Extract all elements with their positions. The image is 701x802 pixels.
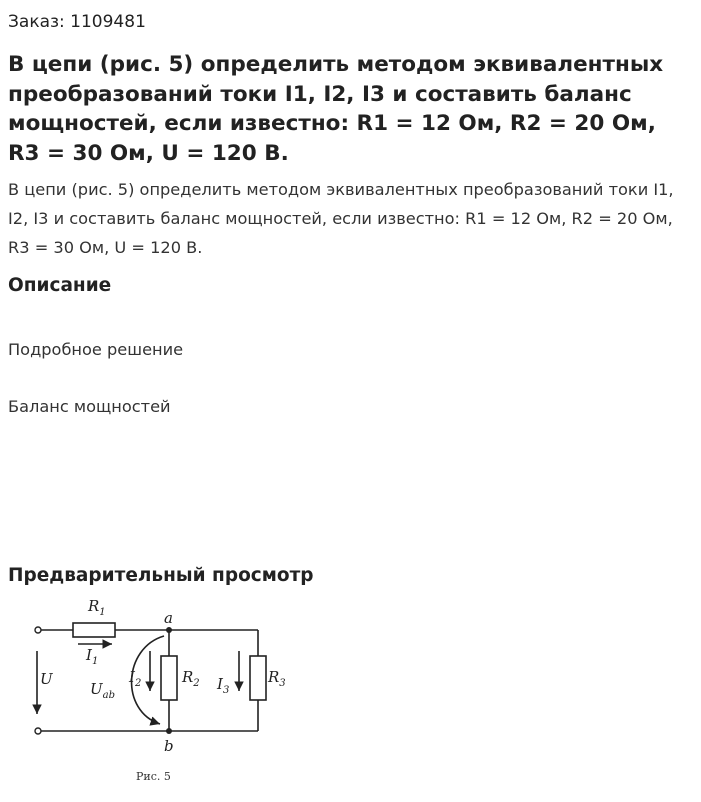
svg-text:I3: [216, 675, 229, 696]
svg-text:Uab: [90, 680, 115, 701]
circuit-diagram: [28, 596, 298, 796]
svg-text:I1: [85, 646, 98, 667]
label-i1: I: [86, 646, 92, 664]
preview-heading: Предварительный просмотр: [8, 565, 314, 586]
label-i3: I: [217, 675, 223, 693]
label-uab-sub: ab: [102, 690, 116, 701]
label-r2-sub: 2: [193, 678, 200, 689]
resistor-r3: [250, 656, 266, 700]
order-number: Заказ: 1109481: [8, 12, 146, 32]
figure-caption: Рис. 5: [136, 770, 171, 783]
label-u: U: [40, 670, 53, 688]
node-b: [166, 728, 172, 734]
label-r3-sub: 3: [279, 678, 286, 689]
label-uab: U: [90, 680, 103, 698]
resistor-r2: [161, 656, 177, 700]
label-i2: I: [129, 668, 135, 686]
label-node-b: b: [164, 737, 174, 755]
svg-text:R2: [181, 668, 200, 689]
description-item-power-balance: Баланс мощностей: [8, 397, 171, 416]
svg-text:R1: [87, 597, 106, 618]
svg-text:I2: [128, 668, 141, 689]
label-r1: R: [88, 597, 100, 615]
label-i3-sub: 3: [222, 685, 230, 696]
terminal-bottom: [35, 728, 41, 734]
resistor-r1: [73, 623, 115, 637]
label-i1-sub: 1: [91, 656, 99, 667]
label-node-a: a: [164, 609, 173, 627]
description-heading: Описание: [8, 275, 112, 296]
terminal-top: [35, 627, 41, 633]
svg-text:R3: [267, 668, 286, 689]
description-item-detailed-solution: Подробное решение: [8, 340, 184, 359]
intro-text: В цепи (рис. 5) определить методом эквивалентных преобразований токи I1, I2, I3 и составить баланс мощностей, если известно: R1 = 12 Ом, R2 = 20 Ом, R3 = 30 Ом, U = 120 В.: [8, 180, 674, 257]
label-r3: R: [268, 668, 280, 686]
node-a: [166, 627, 172, 633]
label-i2-sub: 2: [134, 678, 142, 689]
label-r2: R: [182, 668, 194, 686]
page-title: В цепи (рис. 5) определить методом эквивалентных преобразований токи I1, I2, I3 и составить баланс мощностей, если известно: R1 = 12 Ом, R2 = 20 Ом, R3 = 30 Ом, U = 120 В.: [8, 52, 664, 166]
label-r1-sub: 1: [99, 607, 106, 618]
